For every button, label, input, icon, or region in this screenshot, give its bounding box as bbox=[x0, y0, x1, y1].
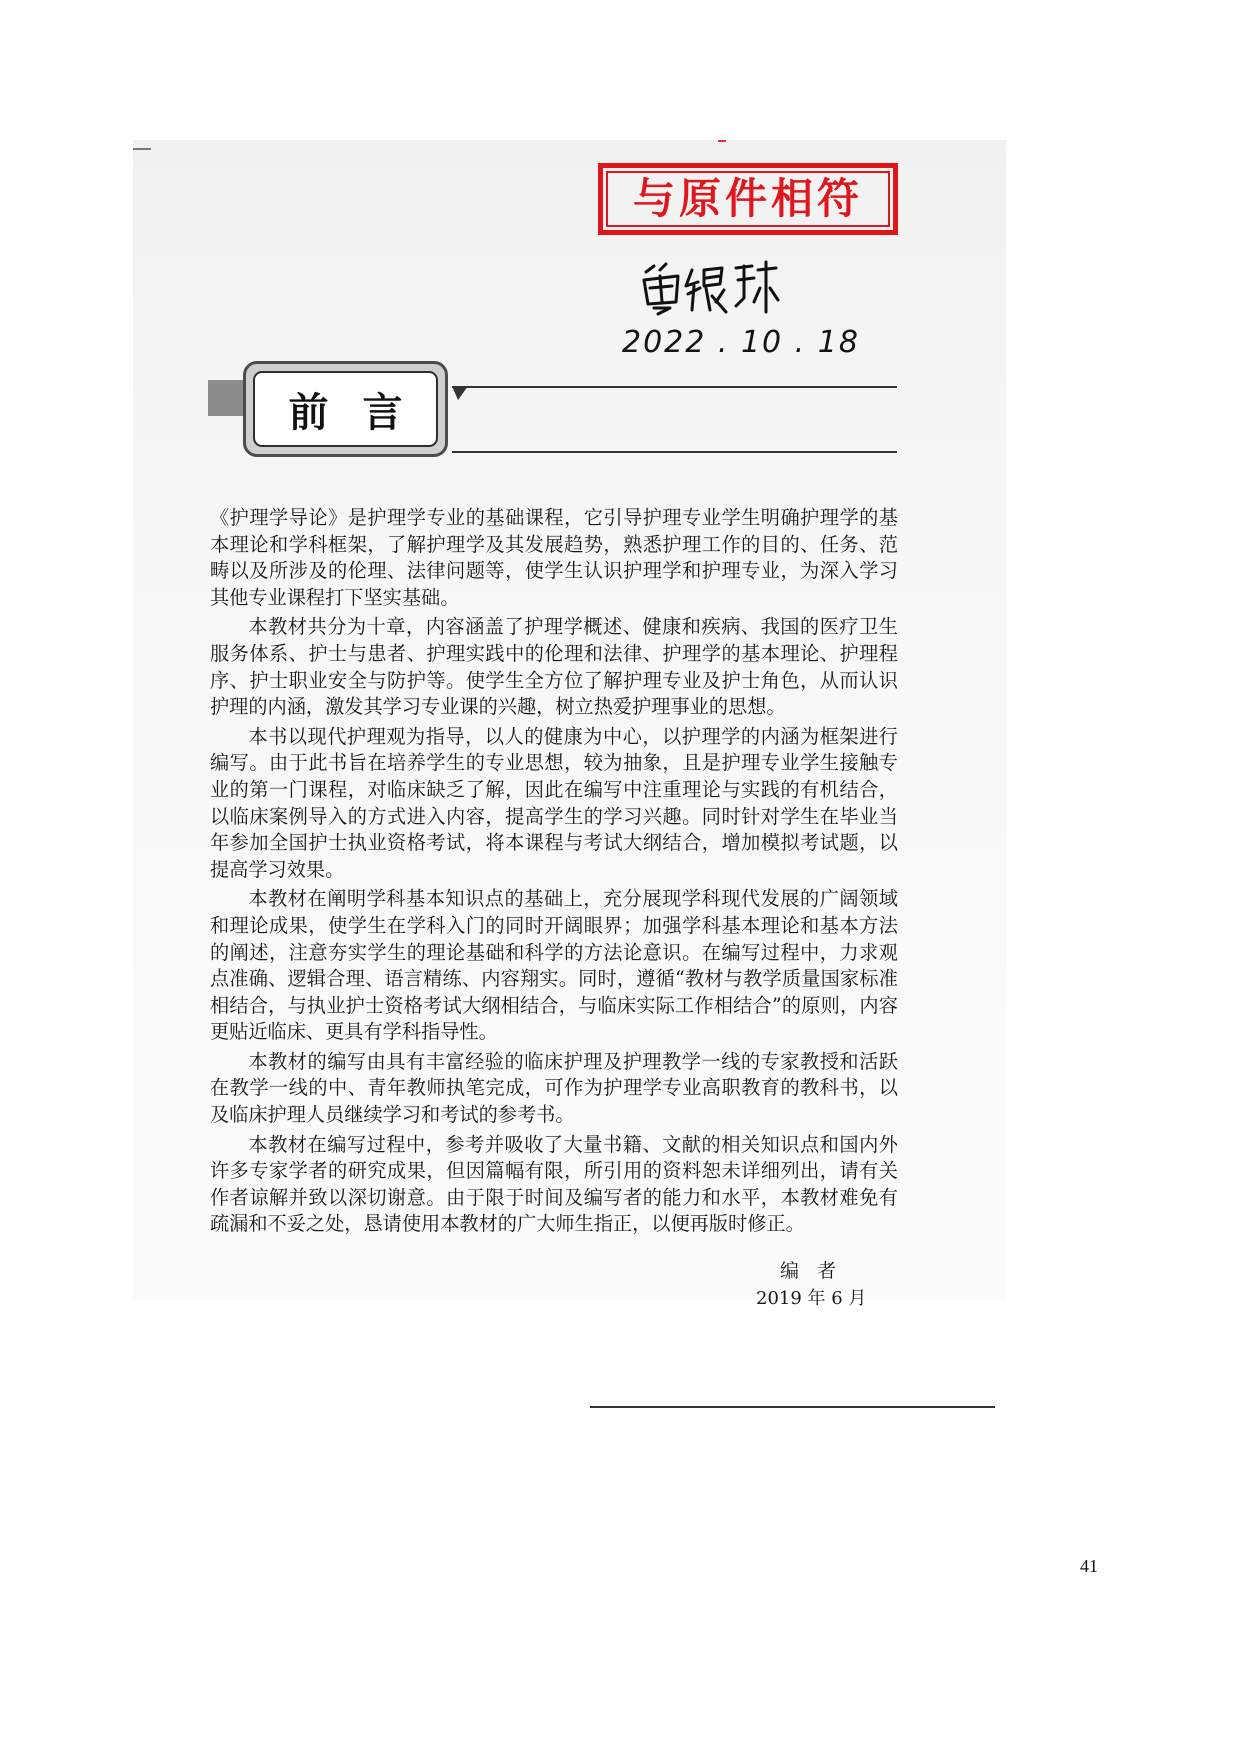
paragraph: 《护理学导论》是护理学专业的基础课程，它引导护理专业学生明确护理学的基本理论和学科框架，了解护理学及其发展趋势，熟悉护理工作的目的、任务、范畴以及所涉及的伦理、法律问题等，使学生认识护理学和护理专业，为深入学习其他专业课程打下坚实基础。 bbox=[210, 506, 898, 609]
closing-author: 编者 bbox=[780, 1260, 855, 1282]
bottom-rule bbox=[590, 1406, 995, 1408]
scan-red-mark bbox=[718, 140, 726, 142]
title-banner-inner bbox=[253, 371, 438, 447]
paragraph: 本教材的编写由具有丰富经验的临床护理及护理教学一线的专家教授和活跃在教学一线的中、青年教师执笔完成，可作为护理学专业高职教育的教科书，以及临床护理人员继续学习和考试的参考书。 bbox=[210, 1049, 898, 1127]
preface-body bbox=[210, 505, 898, 1241]
stamp-text: 与原件相符 bbox=[632, 174, 863, 223]
page-number: 41 bbox=[1080, 1556, 1098, 1576]
banner-corner-mark bbox=[452, 386, 468, 402]
handwritten-signature bbox=[640, 258, 780, 318]
title-banner bbox=[243, 361, 448, 457]
section-title: 前言 bbox=[288, 389, 437, 436]
certification-stamp bbox=[598, 163, 898, 235]
handwritten-date: 2022 . 10 . 18 bbox=[622, 325, 860, 360]
paragraph: 本书以现代护理观为指导，以人的健康为中心，以护理学的内涵为框架进行编写。由于此书旨在培养学生的专业思想，较为抽象，且是护理专业学生接触专业的第一门课程，对临床缺乏了解，因此在编写中注重理论与实践的有机结合，以临床案例导入的方式进入内容，提高学生的学习兴趣。同时针对学生在毕业当年参加全国护士执业资格考试，将本课程与考试大纲结合，增加模拟考试题，以提高学习效果。 bbox=[210, 724, 898, 881]
closing-date: 2019 年 6 月 bbox=[756, 1288, 867, 1309]
banner-rule-top bbox=[452, 386, 897, 388]
title-banner-bar bbox=[208, 380, 244, 416]
paragraph: 本教材在阐明学科基本知识点的基础上，充分展现学科现代发展的广阔领域和理论成果，使学生在学科入门的同时开阔眼界；加强学科基本理论和基本方法的阐述，注意夯实学生的理论基础和科学的方法论意识。在编写过程中，力求观点准确、逻辑合理、语言精练、内容翔实。同时，遵循“教材与教学质量国家标准相结合，与执业护士资格考试大纲相结合，与临床实际工作相结合”的原则，内容更贴近临床、更具有学科指导性。 bbox=[210, 887, 898, 1044]
paragraph: 本教材共分为十章，内容涵盖了护理学概述、健康和疾病、我国的医疗卫生服务体系、护士与患者、护理实践中的伦理和法律、护理学的基本理论、护理程序、护士职业安全与防护等。使学生全方位了解护理专业及护士角色，从而认识护理的内涵，激发其学习专业课的兴趣，树立热爱护理事业的思想。 bbox=[210, 615, 898, 719]
paragraph: 本教材在编写过程中，参考并吸收了大量书籍、文献的相关知识点和国内外许多专家学者的研究成果，但因篇幅有限，所引用的资料恕未详细列出，请有关作者谅解并致以深切谢意。由于限于时间及编写者的能力和水平，本教材难免有疏漏和不妥之处，恳请使用本教材的广大师生指正，以便再版时修正。 bbox=[210, 1132, 898, 1236]
scan-edge-mark bbox=[133, 148, 151, 150]
banner-rule-bottom bbox=[452, 451, 897, 453]
